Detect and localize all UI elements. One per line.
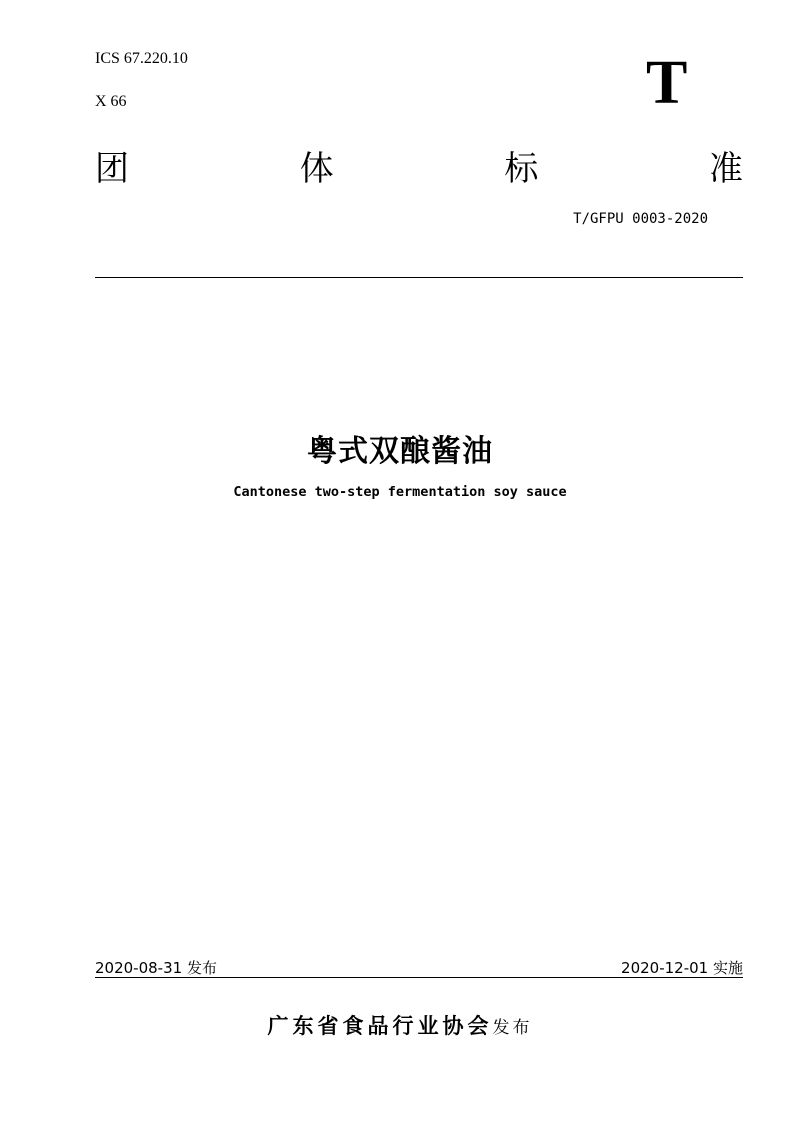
- category-title-char: 标: [504, 149, 539, 189]
- publish-date: 2020-08-31 发布: [95, 959, 217, 977]
- category-title-char: 团: [95, 149, 129, 189]
- ics-code: ICS 67.220.10: [95, 50, 188, 67]
- top-divider: [95, 277, 743, 278]
- category-title-char: 准: [708, 149, 743, 189]
- issuer-organization: 广东省食品行业协会: [267, 1014, 493, 1038]
- category-title: [95, 148, 743, 190]
- category-title-char: 体: [299, 149, 334, 189]
- bottom-divider: [95, 977, 743, 978]
- classification-code: X 66: [95, 93, 127, 110]
- document-title-en: Cantonese two-step fermentation soy sauce: [233, 484, 567, 500]
- issuer: [0, 1010, 800, 1040]
- implement-date: 2020-12-01 实施: [621, 959, 743, 977]
- standard-number: T/GFPU 0003-2020: [573, 211, 708, 227]
- issuer-issue-label: 发布: [492, 1018, 533, 1038]
- standard-type-mark: T: [646, 49, 688, 117]
- document-title-cn: 粤式双酿酱油: [307, 434, 493, 469]
